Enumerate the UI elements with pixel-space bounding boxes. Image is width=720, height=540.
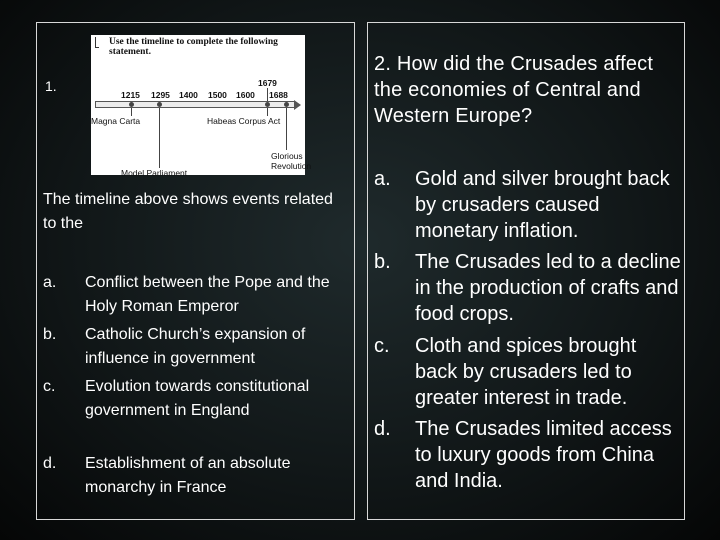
timeline-dot [284,102,289,107]
timeline-year: 1600 [236,90,255,100]
choice-letter: b. [43,326,57,343]
choice-text: Conflict between the Pope and the Holy Roman Emperor [85,274,330,315]
answer-text: Gold and silver brought back by crusaders caused monetary inflation. [415,168,670,242]
timeline-year-1679: 1679 [258,78,277,88]
answer-letter: a. [374,168,391,190]
choice-text: Establishment of an absolute monarchy in France [85,455,291,496]
choice-text: Evolution towards constitutional government in England [85,378,310,419]
timeline-dot [129,102,134,107]
answer-letter: b. [374,251,391,273]
answer-text: The Crusades limited access to luxury goods from China and India. [415,418,672,492]
answer-text: The Crusades led to a decline in the production of crafts and food crops. [415,251,681,325]
timeline-dot [157,102,162,107]
timeline-tick [286,108,287,150]
timeline-year: 1215 [121,90,140,100]
question-2-panel [367,22,685,520]
timeline-instruction: Use the timeline to complete the following statement. [109,37,278,57]
answer-letter: d. [374,418,391,440]
question-2-text: 2. How did the Crusades affect the economies of Central and Western Europe? [374,53,654,127]
timeline-event-magna-carta: Magna Carta [91,116,141,126]
timeline-tick [131,108,132,116]
answer-text: Cloth and spices brought back by crusaders led to greater interest in trade. [415,335,637,409]
choice-text: Catholic Church’s expansion of influence in government [85,326,306,367]
timeline-year: 1295 [151,90,170,100]
timeline-arrow-icon [294,100,301,110]
choice-letter: d. [43,455,57,472]
choice-letter: c. [43,378,56,395]
bracket-mark [95,37,99,48]
choice-letter: a. [43,274,57,291]
timeline-tick [159,108,160,168]
timeline-figure [91,35,312,178]
answer-letter: c. [374,335,390,357]
timeline-event-glorious-revolution: Glorious Revolution [271,151,312,171]
timeline-year: 1500 [208,90,227,100]
timeline-year: 1688 [269,90,288,100]
timeline-event-model-parliament: Model Parliament [121,168,188,178]
timeline-event-habeas-corpus: Habeas Corpus Act [207,116,281,126]
timeline-dot [265,102,270,107]
timeline-year: 1400 [179,90,198,100]
timeline-tick-1679 [267,88,268,101]
question-1-panel [36,22,355,520]
question-1-stem: The timeline above shows events related to the [43,191,333,232]
timeline-tick [267,108,268,116]
question-1-number: 1. [45,78,57,94]
